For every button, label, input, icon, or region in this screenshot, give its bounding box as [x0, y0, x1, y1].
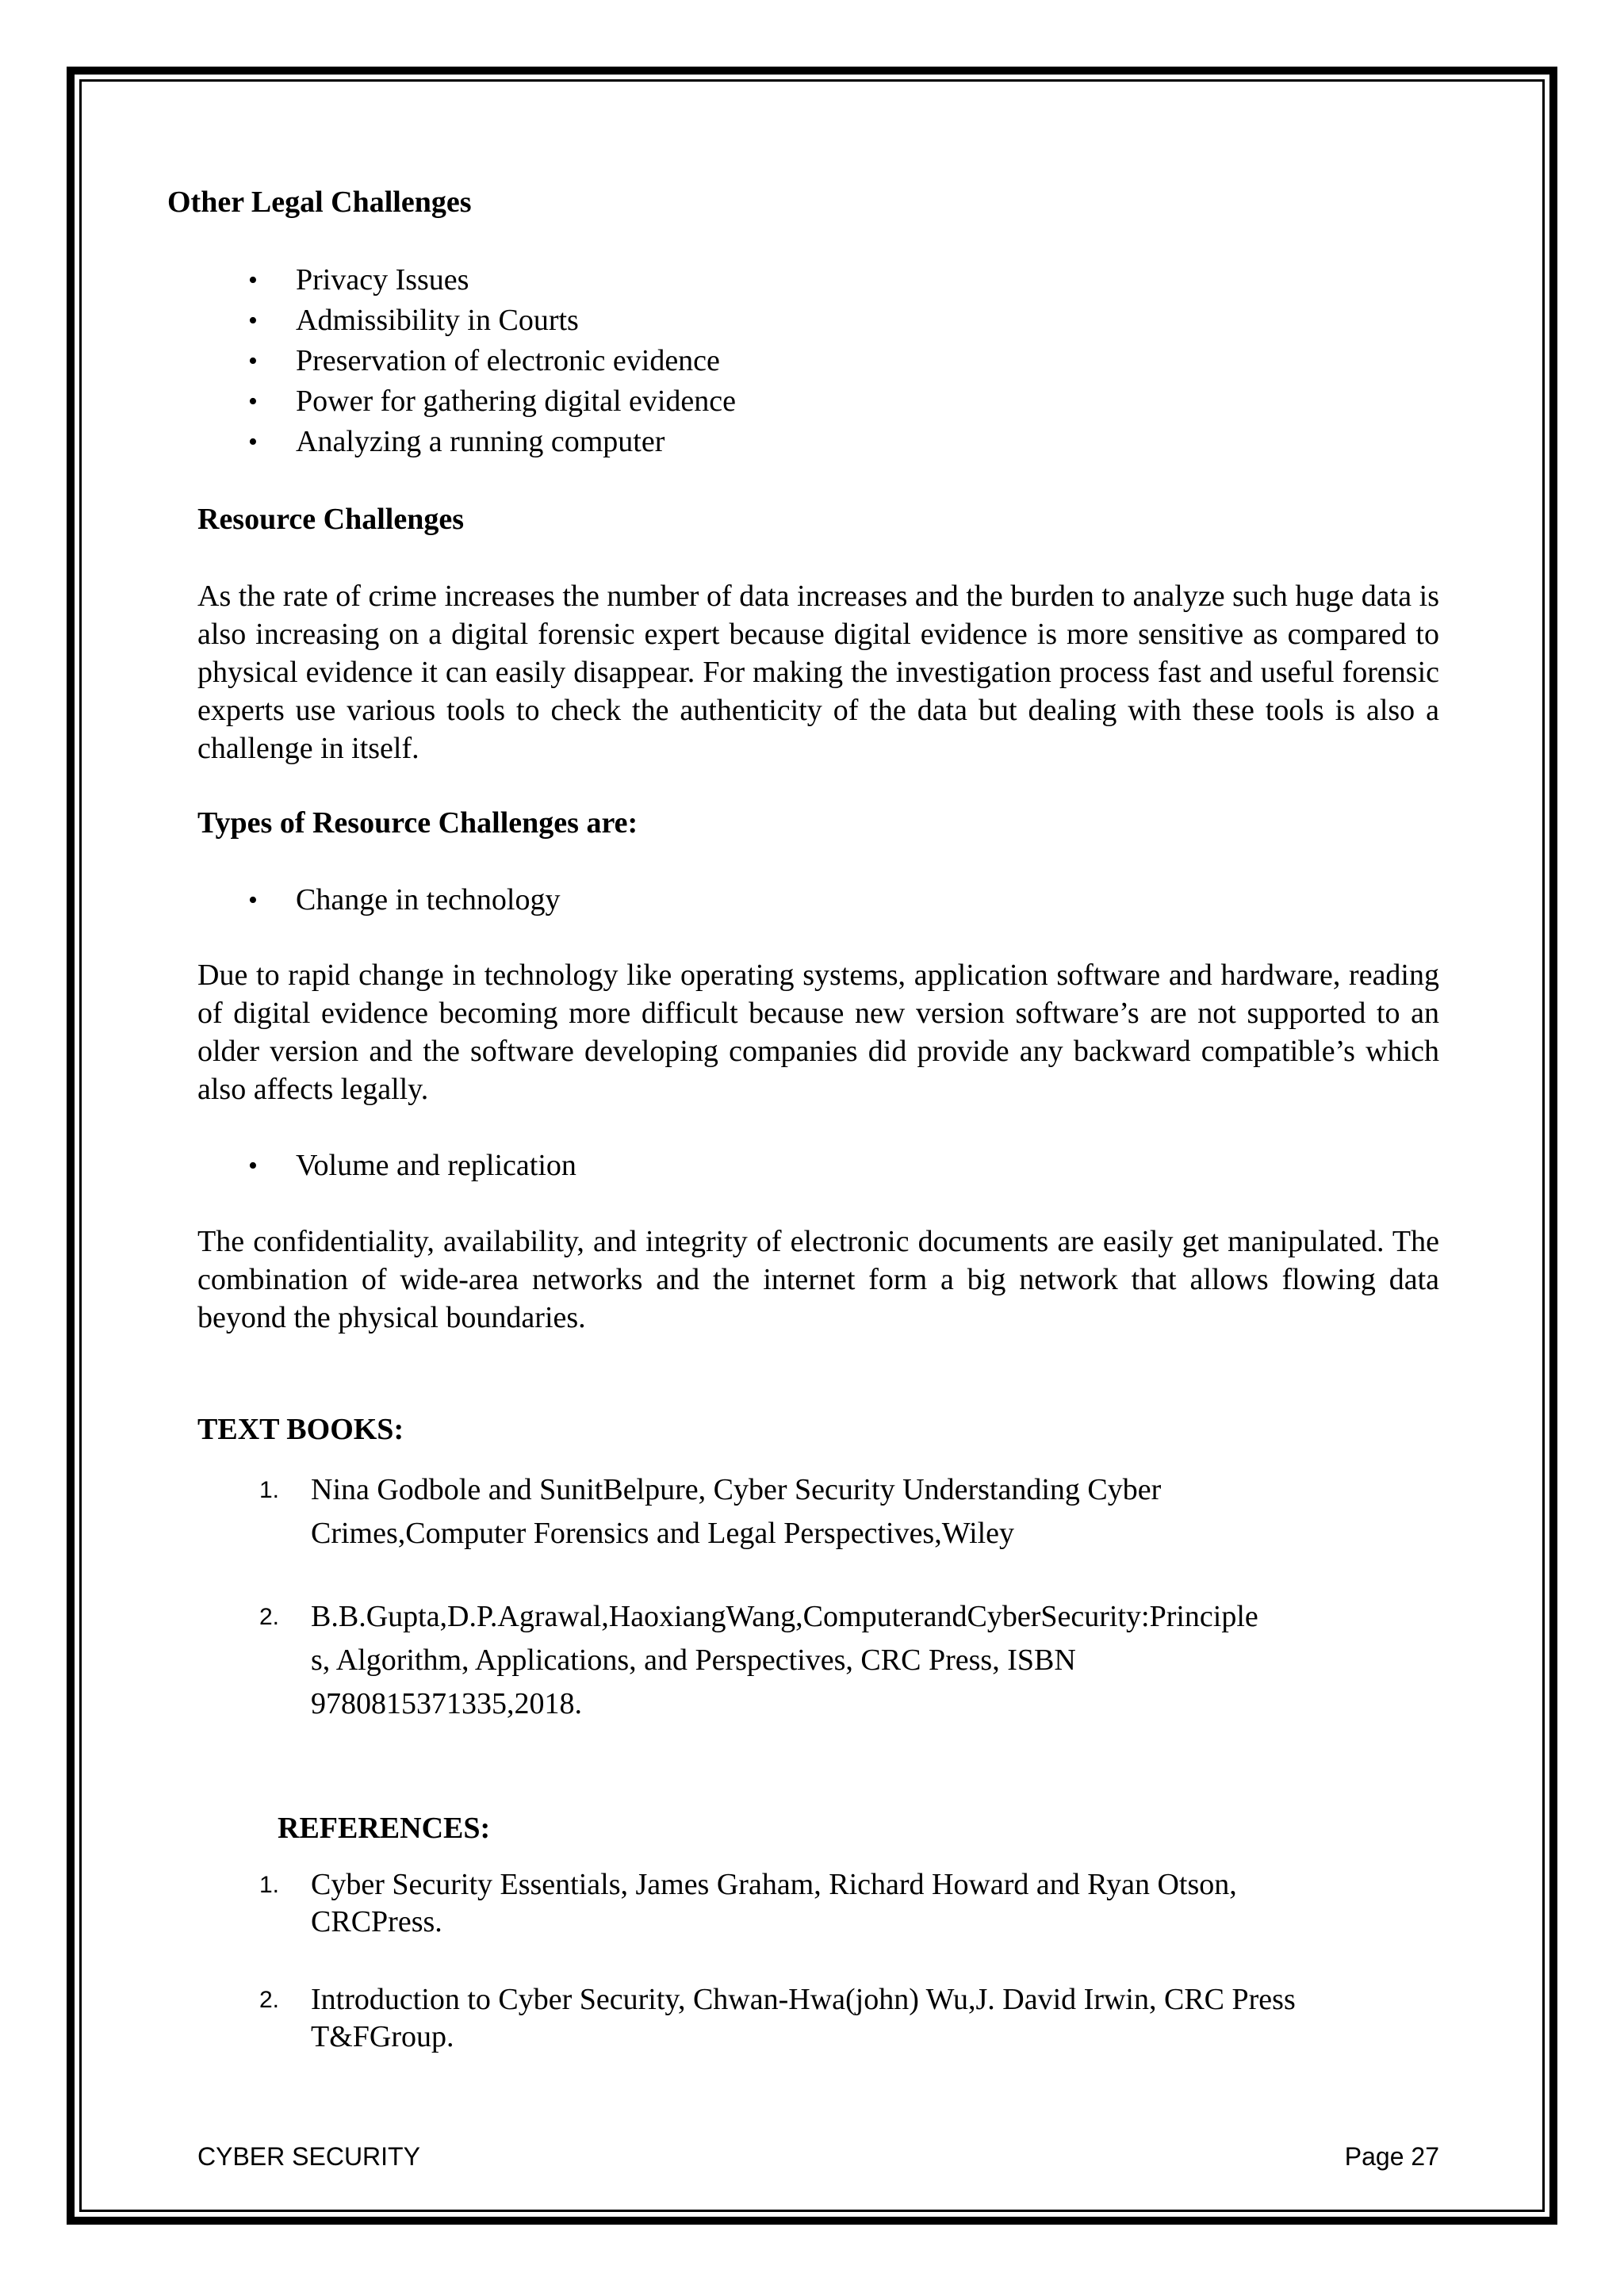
list-item-line: Crimes,Computer Forensics and Legal Perspectives,Wiley	[311, 1517, 1015, 1550]
list-item	[259, 1468, 1421, 1556]
list-item-number: 1.	[259, 1477, 280, 1503]
list-item-number: 1.	[259, 1872, 280, 1898]
list-item-line: Introduction to Cyber Security, Chwan-Hwa(john) Wu,J. David Irwin, CRC Press	[311, 1983, 1296, 2016]
list-item-line: Nina Godbole and SunitBelpure, Cyber Security Understanding Cyber	[311, 1473, 1162, 1506]
list-item-text: Preservation of electronic evidence	[296, 344, 720, 377]
list-item-line: Cyber Security Essentials, James Graham, Richard Howard and Ryan Otson,	[311, 1868, 1237, 1901]
bullet-icon: •	[248, 306, 258, 335]
list-item-text: Change in technology	[296, 883, 561, 916]
other-legal-challenges-heading: Other Legal Challenges	[167, 186, 472, 219]
bullet-icon: •	[248, 886, 258, 915]
resource-challenges-paragraph: As the rate of crime increases the number of data increases and the burden to analyze such huge data is also increasing on a digital forensic expert because digital evidence is more sensitive as compared to physical evidence it can easily disappear. For making the investigation process fast and useful forensic experts use various tools to check the authenticity of the data but dealing with these tools is also a challenge in itself.	[197, 580, 1439, 765]
bullet-icon: •	[248, 387, 258, 416]
list-item	[248, 880, 561, 920]
list-item-line: s, Algorithm, Applications, and Perspectives, CRC Press, ISBN	[311, 1644, 1076, 1677]
list-item-line: T&FGroup.	[311, 2020, 454, 2053]
volume-and-replication-list	[248, 1146, 576, 1186]
bullet-icon: •	[248, 266, 258, 295]
bullet-icon: •	[248, 1151, 258, 1181]
change-in-technology-paragraph: Due to rapid change in technology like operating systems, application software and hardware, reading of digital evidence becoming more difficult because new version software’s are not supported to an older version and the software developing companies did provide any backward compatible’s which also affects legally.	[197, 959, 1439, 1106]
list-item	[248, 381, 737, 422]
list-item	[259, 1595, 1421, 1726]
list-item-text: Power for gathering digital evidence	[296, 385, 737, 418]
list-item	[248, 300, 736, 341]
resource-challenges-heading: Resource Challenges	[197, 503, 464, 536]
list-item	[259, 1981, 1421, 2056]
list-item-line: B.B.Gupta,D.P.Agrawal,HaoxiangWang,ComputerandCyberSecurity:Principle	[311, 1600, 1258, 1633]
list-item-line: CRCPress.	[311, 1905, 442, 1938]
list-item	[248, 1146, 576, 1186]
list-item-number: 2.	[259, 1987, 280, 2013]
list-item-line: 9780815371335,2018.	[311, 1687, 582, 1720]
list-item-number: 2.	[259, 1604, 280, 1630]
list-item-text: Privacy Issues	[296, 263, 469, 297]
list-item	[248, 260, 736, 300]
page-number: Page 27	[1344, 2142, 1439, 2171]
types-of-resource-challenges-heading: Types of Resource Challenges are:	[197, 806, 638, 840]
volume-and-replication-paragraph: The confidentiality, availability, and integrity of electronic documents are easily get manipulated. The combination of wide-area networks and the internet form a big network that allows flowing data beyond the physical boundaries.	[197, 1225, 1439, 1334]
references-heading: REFERENCES:	[278, 1812, 491, 1845]
other-legal-challenges-list	[248, 260, 737, 462]
list-item-text: Analyzing a running computer	[296, 425, 665, 458]
change-in-technology-list	[248, 880, 561, 920]
list-item-text: Volume and replication	[296, 1149, 576, 1182]
list-item	[259, 1866, 1421, 1941]
list-item	[248, 341, 736, 381]
list-item-text: Admissibility in Courts	[296, 304, 579, 337]
footer-title: CYBER SECURITY	[197, 2142, 420, 2171]
bullet-icon: •	[248, 427, 258, 457]
list-item	[248, 422, 736, 462]
bullet-icon: •	[248, 346, 258, 376]
text-books-heading: TEXT BOOKS:	[197, 1413, 404, 1446]
